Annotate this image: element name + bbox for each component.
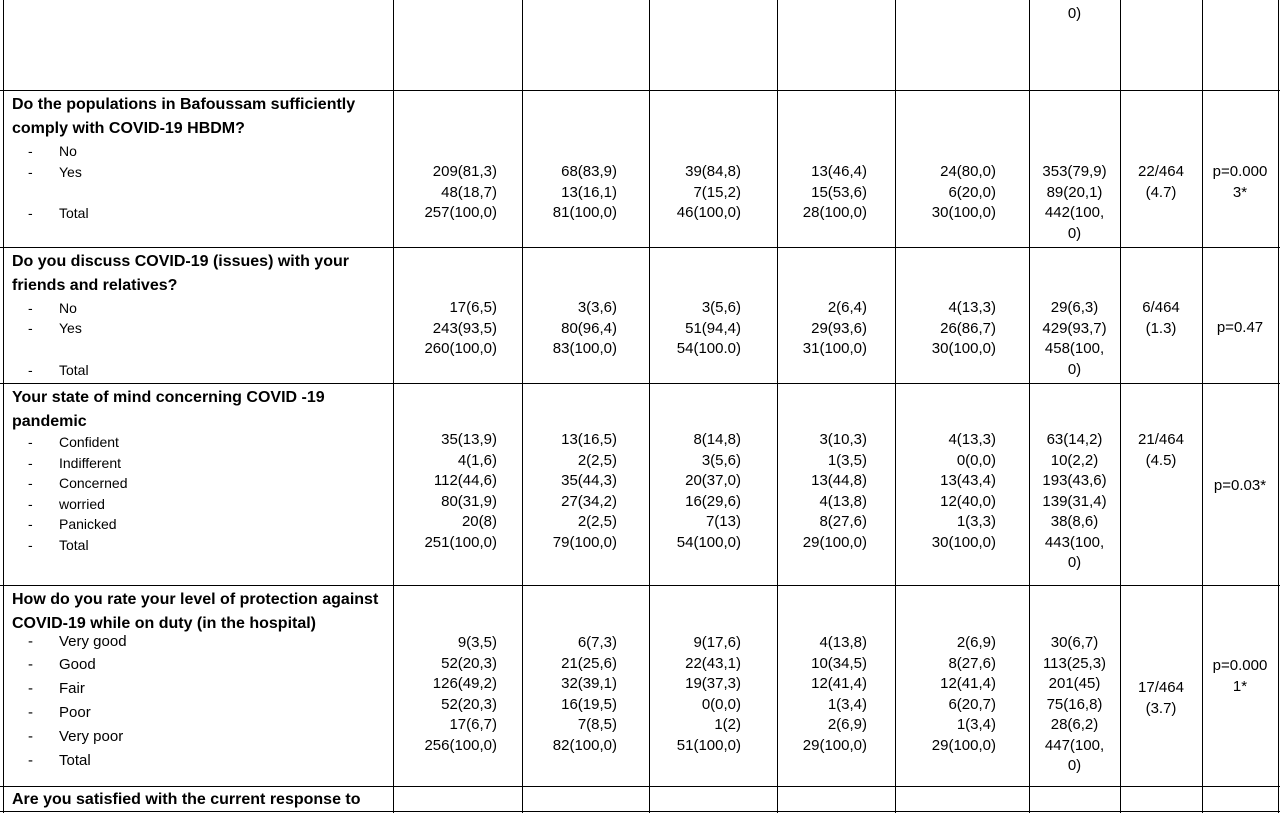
group-cell: 8(14,8) 3(5,6) 20(37,0) 16(29,6) 7(13) 54(100,0) (676, 431, 741, 551)
option-label: - Indifferent (28, 455, 122, 471)
total-cell: 63(14,2) 10(2,2) 193(43,6) 139(31,4) 38(8,6) 443(100, 0) (1042, 431, 1107, 571)
p-value-cell: p=0.000 1* (1212, 657, 1268, 695)
option-label: - Total (28, 752, 91, 769)
option-label: - Total (28, 205, 89, 221)
option-label: - Total (28, 537, 89, 553)
option-label: - Very good (28, 633, 127, 650)
group-cell: 6(7,3) 21(25,6) 32(39,1) 16(19,5) 7(8,5) 82(100,0) (552, 634, 617, 754)
row-divider (0, 383, 1280, 384)
question-label: Do the populations in Bafoussam sufficiently comply with COVID-19 HBDM? (12, 96, 356, 137)
row-divider (0, 786, 1280, 787)
group-cell: 9(3,5) 52(20,3) 126(49,2) 52(20,3) 17(6,7) 256(100,0) (424, 634, 497, 754)
group-cell: 2(6,9) 8(27,6) 12(41,4) 6(20,7) 1(3,4) 29(100,0) (931, 634, 996, 754)
group-cell: 24(80,0) 6(20,0) 30(100,0) (931, 163, 996, 221)
row-divider (0, 247, 1280, 248)
group-cell: 3(5,6) 51(94,4) 54(100.0) (676, 299, 741, 357)
option-label: - Panicked (28, 516, 117, 532)
group-cell: 13(16,5) 2(2,5) 35(44,3) 27(34,2) 2(2,5) 79(100,0) (552, 431, 617, 551)
option-label: - No (28, 143, 77, 159)
option-label: - Good (28, 656, 96, 673)
row-divider (0, 90, 1280, 91)
missing-cell: 6/464 (1.3) (1142, 299, 1180, 337)
total-cell-tail: 0) (1067, 5, 1082, 22)
group-cell: 3(3,6) 80(96,4) 83(100,0) (552, 299, 617, 357)
group-cell: 13(46,4) 15(53,6) 28(100,0) (802, 163, 867, 221)
table-border-right (1278, 0, 1279, 813)
missing-cell: 17/464 (3.7) (1138, 679, 1184, 717)
p-value-cell: p=0.000 3* (1212, 163, 1268, 201)
total-cell: 29(6,3) 429(93,7) 458(100, 0) (1042, 299, 1107, 378)
question-label: Your state of mind concerning COVID -19 pandemic (12, 389, 325, 430)
group-cell: 35(13,9) 4(1,6) 112(44,6) 80(31,9) 20(8) 251(100,0) (424, 431, 497, 551)
group-cell: 4(13,3) 26(86,7) 30(100,0) (931, 299, 996, 357)
option-label: - No (28, 300, 77, 316)
question-label: Do you discuss COVID-19 (issues) with your friends and relatives? (12, 253, 349, 294)
option-label: - Confident (28, 434, 119, 450)
option-label: - Concerned (28, 475, 128, 491)
total-cell: 353(79,9) 89(20,1) 442(100, 0) (1042, 163, 1107, 242)
row-divider (0, 585, 1280, 586)
group-cell: 4(13,8) 10(34,5) 12(41,4) 1(3,4) 2(6,9) 29(100,0) (802, 634, 867, 754)
group-cell: 2(6,4) 29(93,6) 31(100,0) (802, 299, 867, 357)
option-label: - Fair (28, 680, 85, 697)
p-value-cell: p=0.47 (1216, 319, 1264, 336)
group-cell: 4(13,3) 0(0,0) 13(43,4) 12(40,0) 1(3,3) 30(100,0) (931, 431, 996, 551)
question-label: How do you rate your level of protection against COVID-19 while on duty (in the hospital) (12, 591, 379, 632)
option-label: - Very poor (28, 728, 124, 745)
option-label: - Yes (28, 320, 82, 336)
group-cell: 68(83,9) 13(16,1) 81(100,0) (552, 163, 617, 221)
group-cell: 17(6,5) 243(93,5) 260(100,0) (424, 299, 497, 357)
missing-cell: 22/464 (4.7) (1138, 163, 1184, 201)
missing-cell: 21/464 (4.5) (1138, 431, 1184, 469)
p-value-cell: p=0.03* (1213, 477, 1267, 494)
question-label: Are you satisfied with the current response to (12, 791, 361, 808)
group-cell: 9(17,6) 22(43,1) 19(37,3) 0(0,0) 1(2) 51(100,0) (676, 634, 741, 754)
option-label: - worried (28, 496, 105, 512)
group-cell: 209(81,3) 48(18,7) 257(100,0) (424, 163, 497, 221)
option-label: - Poor (28, 704, 91, 721)
total-cell: 30(6,7) 113(25,3) 201(45) 75(16,8) 28(6,2) 447(100, 0) (1042, 634, 1107, 774)
option-label: - Total (28, 362, 89, 378)
group-cell: 3(10,3) 1(3,5) 13(44,8) 4(13,8) 8(27,6) 29(100,0) (802, 431, 867, 551)
group-cell: 39(84,8) 7(15,2) 46(100,0) (676, 163, 741, 221)
table-border-left (3, 0, 4, 813)
option-label: - Yes (28, 164, 82, 180)
